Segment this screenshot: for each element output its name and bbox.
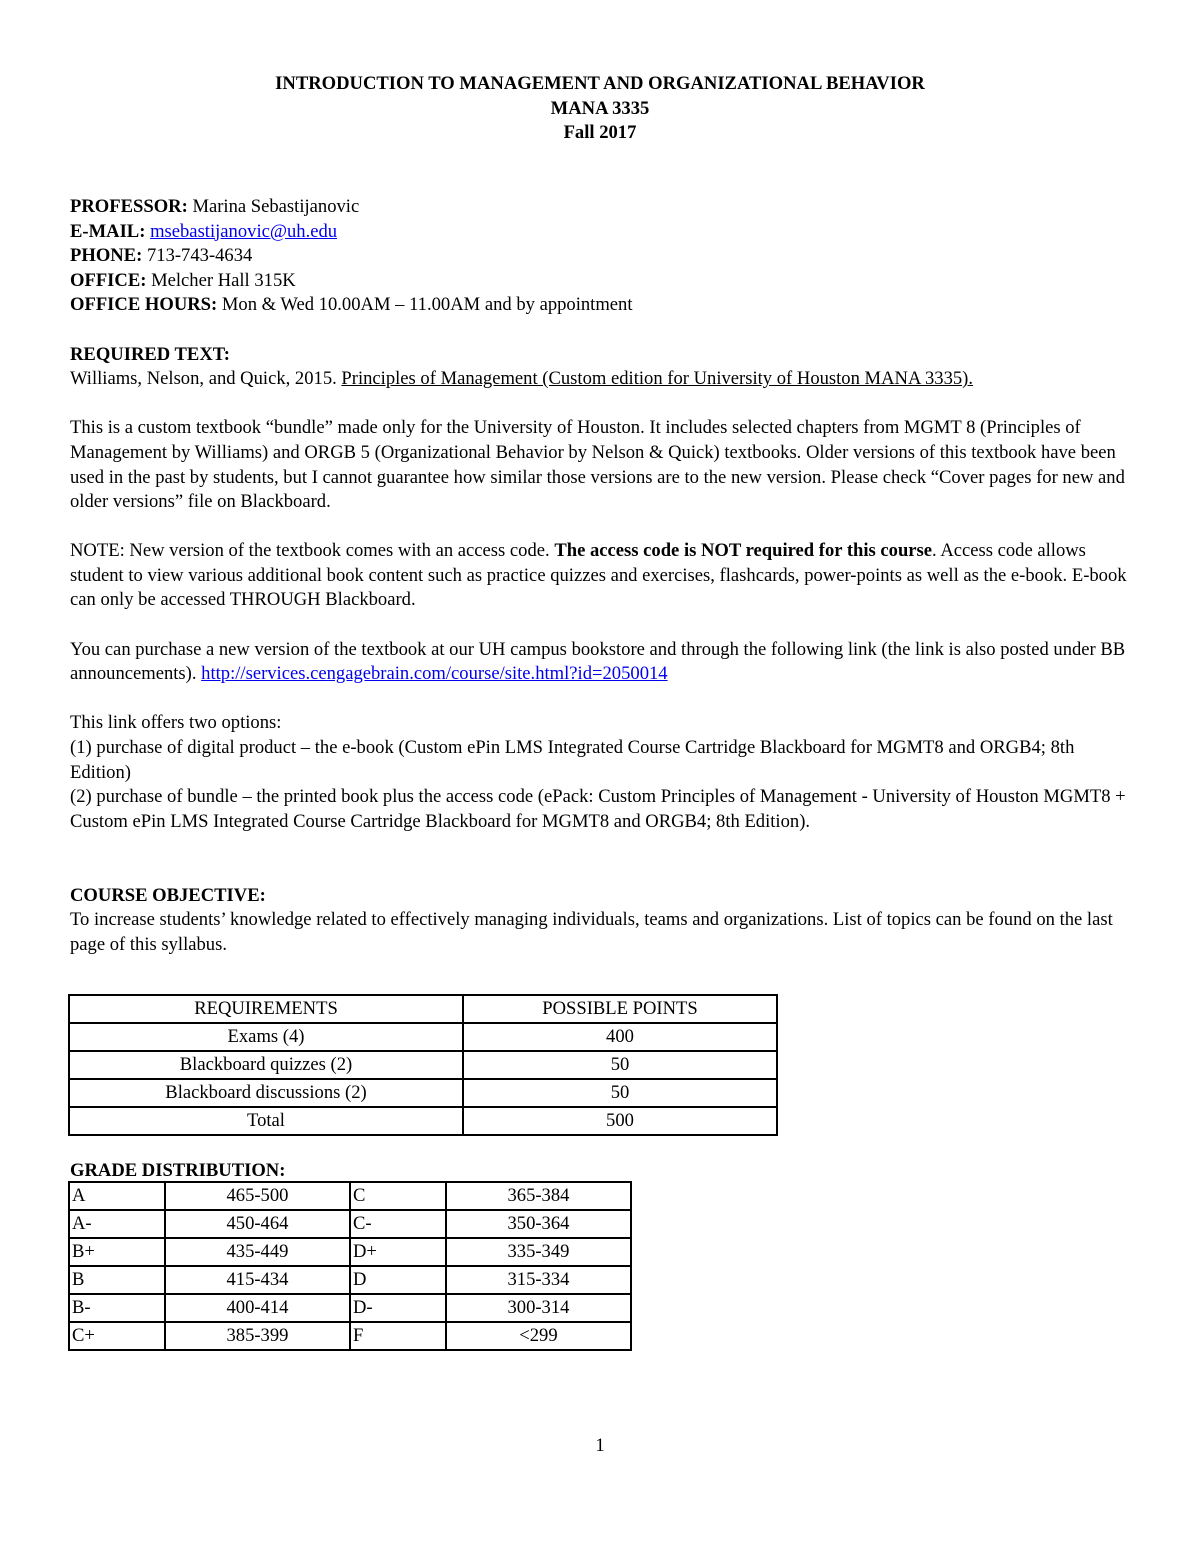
- professor-name: Marina Sebastijanovic: [192, 195, 360, 217]
- cengage-link[interactable]: http://services.cengagebrain.com/course/site.html?id=2050014: [201, 663, 668, 685]
- office-hours-value: Mon & Wed 10.00AM – 11.00AM and by appointment: [221, 294, 633, 316]
- office-value: Melcher Hall 315K: [151, 269, 296, 291]
- option-1: (1) purchase of digital product – the e-book (Custom ePin LMS Integrated Course Cartridge Blackboard for MGMT8 and ORGB4; 8th Edition): [70, 737, 1075, 783]
- grade-range: 385-399: [165, 1322, 350, 1350]
- options-intro: This link offers two options:: [70, 712, 282, 734]
- grade-letter: B-: [69, 1294, 165, 1322]
- grade-letter: F: [350, 1322, 446, 1350]
- grade-letter: B: [69, 1266, 165, 1294]
- grade-letter: C: [350, 1182, 446, 1210]
- requirements-table: [68, 994, 778, 1136]
- table-header: POSSIBLE POINTS: [463, 995, 777, 1023]
- table-header: REQUIREMENTS: [69, 995, 463, 1023]
- table-row: [69, 1294, 631, 1322]
- grade-letter: D-: [350, 1294, 446, 1322]
- professor-line: [70, 195, 1130, 220]
- grade-letter: B+: [69, 1238, 165, 1266]
- option-2: (2) purchase of bundle – the printed book plus the access code (ePack: Custom Principles of Management - University of Houston MGMT8 + Custom ePin LMS Integrated Course Cartridge Blackboard for MGMT8 and ORGB4; 8th Edition).: [70, 786, 1126, 832]
- table-header-row: [69, 995, 777, 1023]
- grade-range: 465-500: [165, 1182, 350, 1210]
- table-row: [69, 1079, 777, 1107]
- table-cell: 400: [463, 1023, 777, 1051]
- table-row: [69, 1322, 631, 1350]
- table-cell: Blackboard quizzes (2): [69, 1051, 463, 1079]
- office-line: [70, 269, 1130, 294]
- course-title: INTRODUCTION TO MANAGEMENT AND ORGANIZATIONAL BEHAVIOR: [275, 73, 925, 94]
- table-cell: 50: [463, 1051, 777, 1079]
- phone-line: [70, 244, 1130, 269]
- grade-distribution-table: [68, 1181, 632, 1351]
- table-row: [69, 1210, 631, 1238]
- title-block: [70, 72, 1130, 146]
- office-hours-label: OFFICE HOURS:: [70, 294, 218, 316]
- table-row: [69, 1051, 777, 1079]
- grade-range: 350-364: [446, 1210, 631, 1238]
- required-text-heading: REQUIRED TEXT:: [70, 343, 230, 365]
- note-prefix: NOTE: New version of the textbook comes with an access code.: [70, 540, 555, 562]
- purchase-paragraph: [70, 638, 1130, 687]
- grade-letter: C-: [350, 1210, 446, 1238]
- grade-range: 435-449: [165, 1238, 350, 1266]
- office-label: OFFICE:: [70, 269, 147, 291]
- professor-label: PROFESSOR:: [70, 195, 188, 217]
- grade-range: <299: [446, 1322, 631, 1350]
- purchase-text: You can purchase a new version of the textbook at our UH campus bookstore and through the following link (the link is also posted under BB announcements).: [70, 638, 1126, 685]
- access-code-note: [70, 539, 1130, 613]
- textbook-citation: [70, 367, 1130, 392]
- table-row: [69, 1023, 777, 1051]
- email-label: E-MAIL:: [70, 220, 146, 242]
- citation-title: Principles of Management (Custom edition for University of Houston MANA 3335).: [341, 368, 974, 390]
- grade-letter: D: [350, 1266, 446, 1294]
- course-term: Fall 2017: [563, 122, 637, 144]
- grade-letter: C+: [69, 1322, 165, 1350]
- course-code: MANA 3335: [550, 97, 650, 119]
- grade-letter: A: [69, 1182, 165, 1210]
- table-row: [69, 1182, 631, 1210]
- email-line: [70, 220, 1130, 245]
- table-cell: Exams (4): [69, 1023, 463, 1051]
- table-row: [69, 1238, 631, 1266]
- table-cell: 50: [463, 1079, 777, 1107]
- phone-label: PHONE:: [70, 245, 143, 267]
- grade-letter: A-: [69, 1210, 165, 1238]
- table-row: [69, 1107, 777, 1135]
- grade-range: 315-334: [446, 1266, 631, 1294]
- grade-range: 415-434: [165, 1266, 350, 1294]
- note-suffix: . Access code allows student to view various additional book content such as practice quizzes and exercises, flashcards, power-points as well as the e-book. E-book can only be accessed THROUGH Blackboard.: [70, 540, 1127, 611]
- note-bold: The access code is NOT required for this course: [554, 540, 933, 562]
- grade-range: 400-414: [165, 1294, 350, 1322]
- table-cell: Total: [69, 1107, 463, 1135]
- bundle-paragraph: This is a custom textbook “bundle” made only for the University of Houston. It includes selected chapters from MGMT 8 (Principles of Management by Williams) and ORGB 5 (Organizational Behavior by Nelson & Quick) textbooks. Older versions of this textbook have been used in the past by students, but I cannot guarantee how similar those versions are to the new version. Please check “Cover pages for new and older versions” file on Blackboard.: [70, 417, 1125, 513]
- syllabus-page: [70, 70, 1130, 1351]
- table-cell: Blackboard discussions (2): [69, 1079, 463, 1107]
- grade-distribution-heading: GRADE DISTRIBUTION:: [70, 1159, 286, 1181]
- citation-authors: Williams, Nelson, and Quick, 2015.: [70, 368, 342, 390]
- grade-range: 450-464: [165, 1210, 350, 1238]
- contact-block: [70, 195, 1130, 318]
- email-link[interactable]: msebastijanovic@uh.edu: [150, 220, 338, 242]
- course-objective-text: To increase students’ knowledge related to effectively managing individuals, teams and organizations. List of topics can be found on the last page of this syllabus.: [70, 909, 1113, 955]
- office-hours-line: [70, 293, 1130, 318]
- grade-range: 335-349: [446, 1238, 631, 1266]
- page-number: 1: [595, 1435, 605, 1456]
- grade-range: 300-314: [446, 1294, 631, 1322]
- course-objective-heading: COURSE OBJECTIVE:: [70, 884, 266, 906]
- grade-letter: D+: [350, 1238, 446, 1266]
- table-row: [69, 1266, 631, 1294]
- table-cell: 500: [463, 1107, 777, 1135]
- phone-value: 713-743-4634: [146, 245, 253, 267]
- grade-range: 365-384: [446, 1182, 631, 1210]
